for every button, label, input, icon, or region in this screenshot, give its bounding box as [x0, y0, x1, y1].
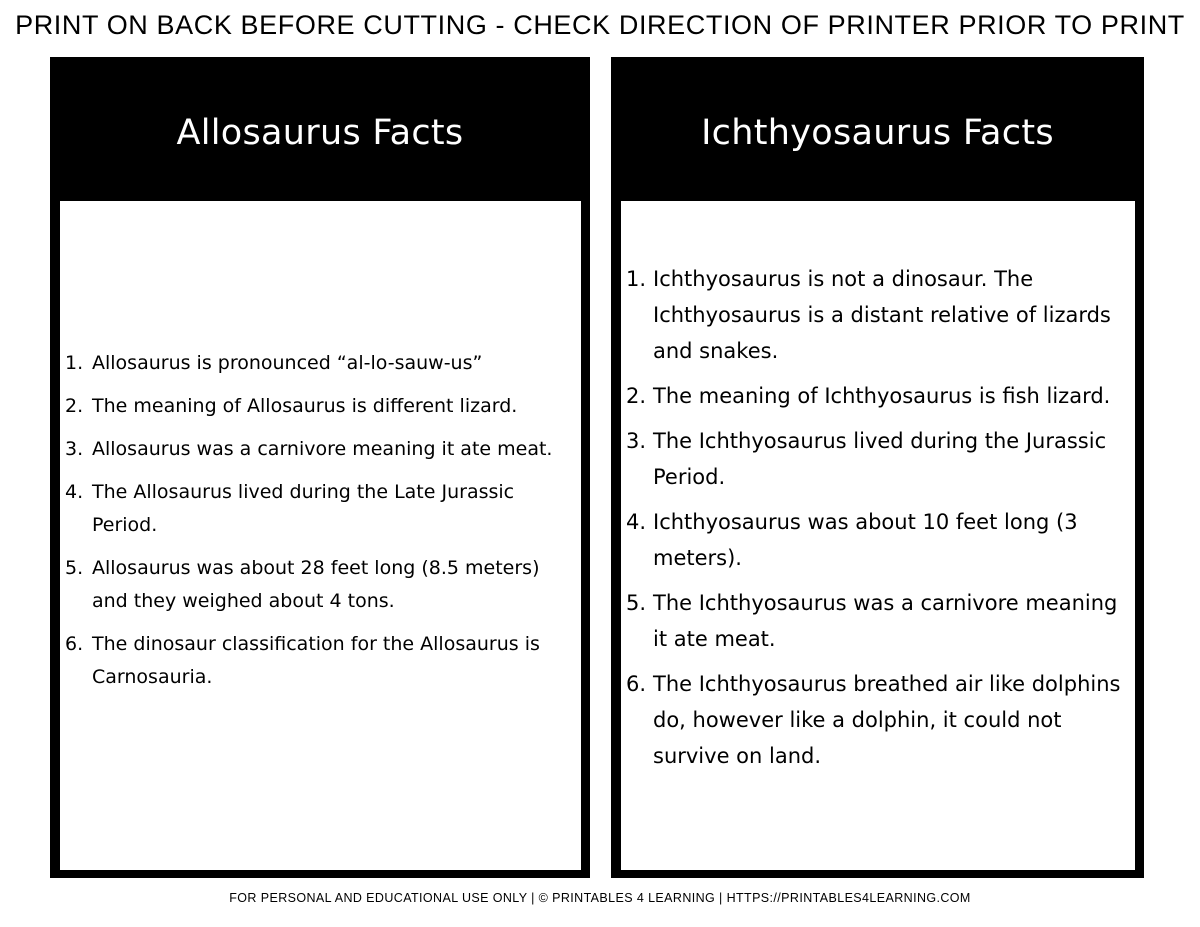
ichthyosaurus-fact-list — [626, 261, 1131, 783]
card-title-ichthyosaurus: Ichthyosaurus Facts — [701, 113, 1054, 153]
print-instruction-heading: PRINT ON BACK BEFORE CUTTING - CHECK DIRECTION OF PRINTER PRIOR TO PRINT — [15, 10, 1185, 40]
fact-number: 1. — [65, 352, 84, 374]
fact-number: 4. — [65, 481, 84, 503]
fact-item — [626, 423, 1131, 495]
fact-text: Allosaurus is pronounced “al-lo-sauw-us” — [92, 352, 483, 374]
fact-number: 6. — [626, 672, 647, 696]
fact-item — [65, 628, 575, 694]
card-body-allosaurus — [60, 201, 581, 870]
fact-item — [65, 433, 575, 466]
fact-text: The Ichthyosaurus lived during the Jurassic Period. — [653, 429, 1107, 489]
fact-item — [626, 378, 1131, 414]
fact-item — [65, 390, 575, 423]
fact-number: 5. — [65, 557, 84, 579]
allosaurus-facts-card — [50, 57, 590, 878]
fact-number: 5. — [626, 591, 647, 615]
fact-item — [626, 585, 1131, 657]
fact-text: The Ichthyosaurus breathed air like dolphins do, however like a dolphin, it could not survive on land. — [653, 672, 1121, 768]
card-body-ichthyosaurus — [621, 201, 1135, 870]
fact-text: Allosaurus was about 28 feet long (8.5 meters) and they weighed about 4 tons. — [92, 557, 540, 612]
allosaurus-fact-list — [65, 347, 575, 704]
fact-number: 1. — [626, 267, 647, 291]
fact-text: Allosaurus was a carnivore meaning it ate meat. — [92, 438, 553, 460]
fact-number: 4. — [626, 510, 647, 534]
fact-text: The meaning of Ichthyosaurus is fish lizard. — [653, 384, 1111, 408]
fact-item — [626, 504, 1131, 576]
fact-item — [65, 347, 575, 380]
fact-text: Ichthyosaurus is not a dinosaur. The Ichthyosaurus is a distant relative of lizards and snakes. — [653, 267, 1111, 363]
fact-item — [65, 552, 575, 618]
fact-text: The Allosaurus lived during the Late Jurassic Period. — [92, 481, 515, 536]
fact-text: The dinosaur classification for the Allosaurus is Carnosauria. — [92, 633, 540, 688]
fact-item — [626, 261, 1131, 369]
fact-number: 3. — [626, 429, 647, 453]
fact-number: 2. — [626, 384, 647, 408]
fact-item — [626, 666, 1131, 774]
fact-number: 2. — [65, 395, 84, 417]
footer-copyright: FOR PERSONAL AND EDUCATIONAL USE ONLY | © PRINTABLES 4 LEARNING | HTTPS://PRINTABLES4LEARNING.COM — [229, 891, 971, 905]
fact-text: Ichthyosaurus was about 10 feet long (3 meters). — [653, 510, 1078, 570]
card-title-allosaurus: Allosaurus Facts — [176, 113, 464, 153]
fact-number: 6. — [65, 633, 84, 655]
fact-text: The Ichthyosaurus was a carnivore meaning it ate meat. — [653, 591, 1118, 651]
fact-item — [65, 476, 575, 542]
ichthyosaurus-facts-card — [611, 57, 1144, 878]
fact-text: The meaning of Allosaurus is different lizard. — [92, 395, 518, 417]
fact-number: 3. — [65, 438, 84, 460]
